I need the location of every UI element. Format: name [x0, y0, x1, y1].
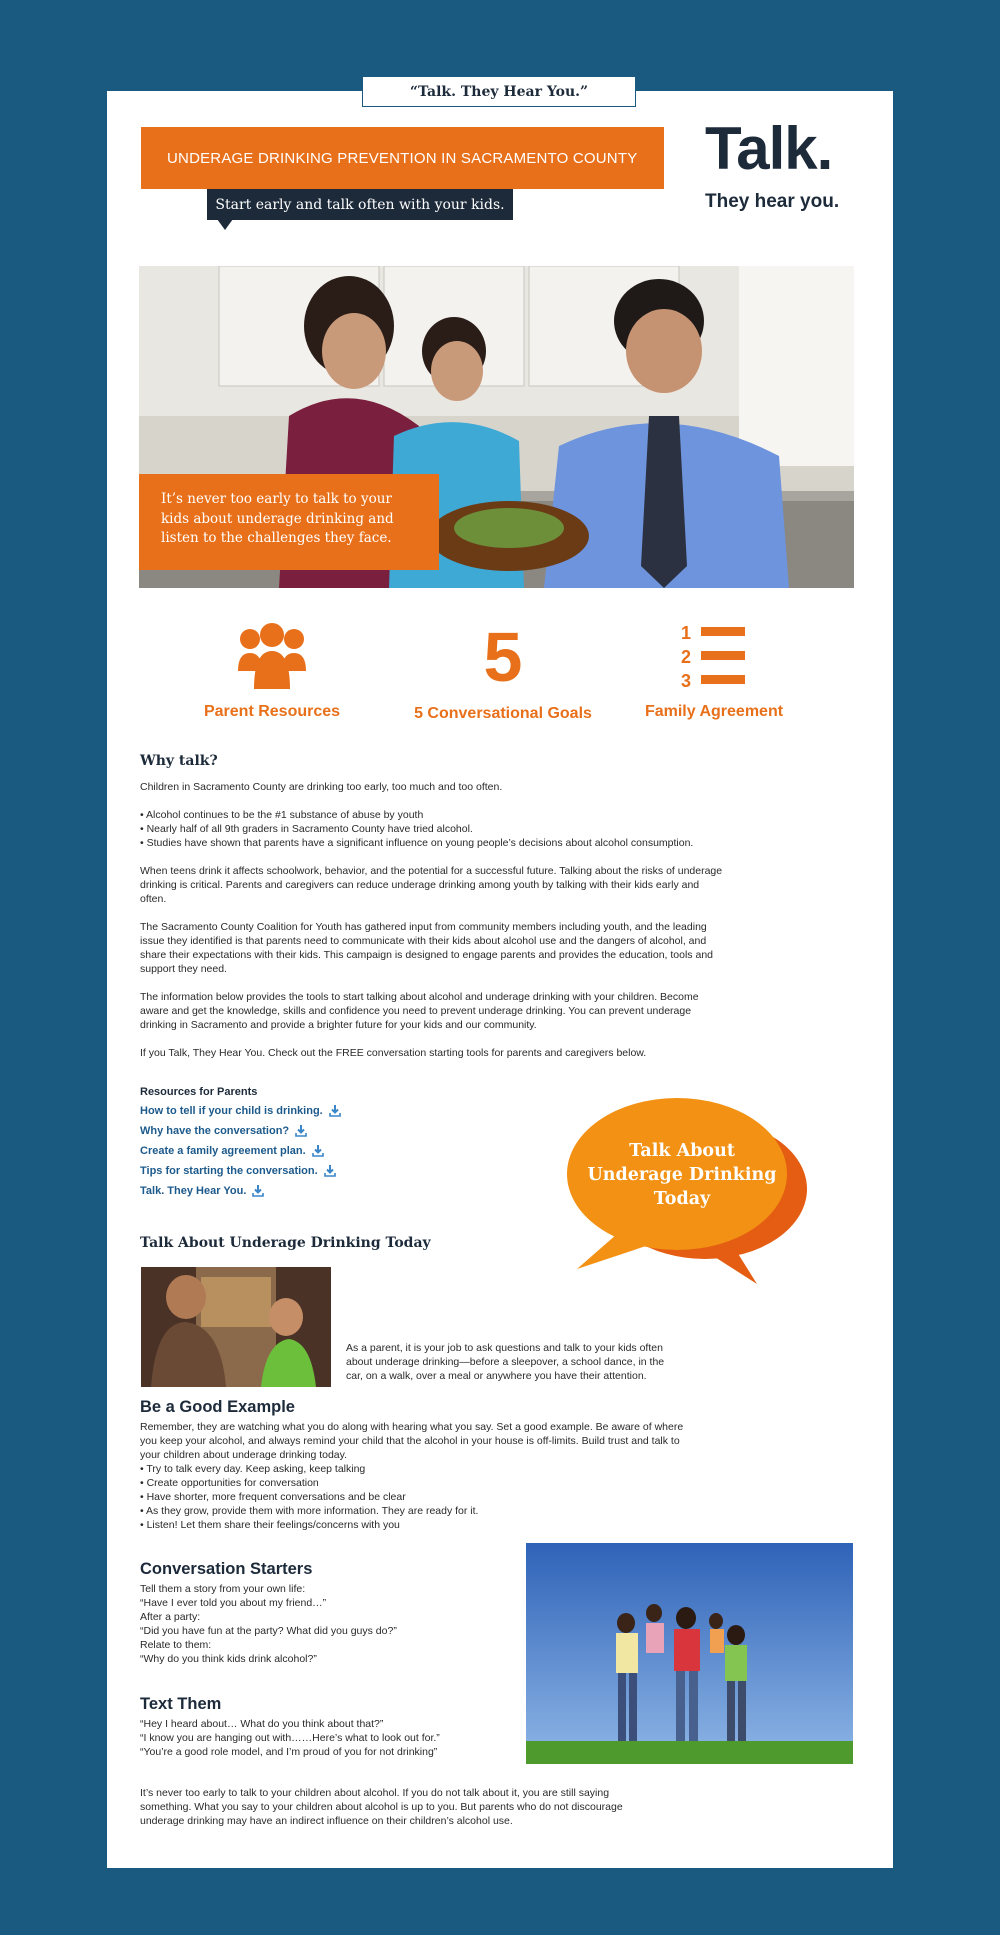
tagline: Start early and talk often with your kids. — [207, 189, 513, 220]
why-talk-paragraph: The Sacramento County Coalition for Youth has gathered input from community members including youth, and the leading issue they identified is that parents need to communicate with their kids about alcohol use and the dangers of alcohol, and share their expectations with their kids. This campaign is designed to engage parents and provides the education, tools and support they need. — [140, 921, 713, 975]
download-icon — [329, 1105, 341, 1117]
people-group-icon — [236, 621, 308, 691]
feature-label: Parent Resources — [203, 703, 341, 720]
feature-parent-resources[interactable] — [172, 621, 372, 721]
text-them-heading: Text Them — [140, 1695, 222, 1713]
text-them-line: “Hey I heard about… What do you think about that?” — [140, 1718, 384, 1730]
why-talk-heading: Why talk? — [140, 753, 218, 769]
why-talk-paragraph: The information below provides the tools to start talking about alcohol and underage drinking with your children. Become aware and get the knowledge, skills and confidence you need to prevent underage drinking. You can prevent underage drinking in Sacramento and provide a brighter future for your kids and our community. — [140, 991, 699, 1031]
kids-playing-photo — [526, 1543, 853, 1764]
starter-line: “Why do you think kids drink alcohol?” — [140, 1653, 317, 1665]
feature-label: 5 Conversational Goals — [414, 705, 592, 722]
list-item: • As they grow, provide them with more information. They are ready for it. — [140, 1505, 479, 1517]
resource-link-text: Talk. They Hear You. — [140, 1185, 247, 1197]
tagline-pointer — [217, 219, 233, 230]
text-them-section — [140, 1697, 520, 1759]
logo-talk: Talk. — [705, 115, 833, 182]
starter-line: “Did you have fun at the party? What did you guys do?” — [140, 1625, 397, 1637]
campaign-tab-label: “Talk. They Hear You.” — [362, 76, 636, 107]
why-talk-section — [140, 754, 725, 1074]
talk-today-heading: Talk About Underage Drinking Today — [140, 1235, 431, 1251]
good-example-heading: Be a Good Example — [140, 1398, 295, 1416]
why-talk-intro: Children in Sacramento County are drinking too early, too much and too often. — [140, 781, 503, 793]
text-them-line: “You’re a good role model, and I’m proud of you for not drinking” — [140, 1746, 438, 1758]
conversation-starters-section — [140, 1562, 500, 1666]
talk-today-text: As a parent, it is your job to ask questions and talk to your kids often about underage drinking—before a sleepover, a school dance, in the car, on a walk, over a meal or anywhere you have their attention. — [346, 1342, 665, 1382]
download-icon — [324, 1165, 336, 1177]
closing-paragraph: It’s never too early to talk to your children about alcohol. If you do not talk about it, you are still saying something. What you say to your children about alcohol is up to you. But parents who do not discourage underage drinking may have an indirect influence on their children’s alcohol use. — [140, 1787, 623, 1827]
number-five: 5 — [483, 618, 523, 696]
bubble-text[interactable] — [583, 1139, 781, 1211]
list-item: • Create opportunities for conversation — [140, 1477, 319, 1489]
bubble-line: Underage Drinking — [587, 1165, 777, 1185]
banner-title — [141, 127, 664, 189]
starter-line: After a party: — [140, 1611, 201, 1623]
starter-line: “Have I ever told you about my friend…” — [140, 1597, 327, 1609]
content-page — [107, 91, 893, 1868]
good-example-text: Remember, they are watching what you do along with hearing what you say. Set a good example. Be aware of where you keep your alcohol, and always remind your child that the alcohol in your house is off-limits. Build trust and talk to your children about underage drinking today. — [140, 1421, 684, 1461]
resources-title: Resources for Parents — [140, 1086, 258, 1098]
resources-for-parents — [140, 1086, 341, 1201]
resource-link-tips[interactable] — [140, 1161, 341, 1181]
resource-link-text: How to tell if your child is drinking. — [140, 1105, 323, 1117]
download-icon — [295, 1125, 307, 1137]
list-item: • Try to talk every day. Keep asking, keep talking — [140, 1463, 366, 1475]
feature-label: Family Agreement — [644, 703, 784, 720]
why-talk-paragraph: When teens drink it affects schoolwork, behavior, and the potential for a successful future. Talking about the risks of underage drinking is critical. Parents and caregivers can reduce underage drinking among youth by talking with their kids early and often. — [140, 865, 723, 905]
resource-link-text: Why have the conversation? — [140, 1125, 290, 1137]
bullet: • Studies have shown that parents have a significant influence on young people’s decisions about alcohol consumption. — [140, 837, 694, 849]
list-number-3: 3 — [681, 671, 692, 691]
resource-link-why-conversation[interactable] — [140, 1121, 341, 1141]
starter-line: Relate to them: — [140, 1639, 212, 1651]
numbered-list-icon — [679, 621, 749, 691]
starter-line: Tell them a story from your own life: — [140, 1583, 306, 1595]
logo-they-hear-you: They hear you. — [705, 191, 840, 212]
bullet: • Alcohol continues to be the #1 substance of abuse by youth — [140, 809, 424, 821]
resource-link-talk-they-hear-you[interactable] — [140, 1181, 341, 1201]
resource-link-text: Tips for starting the conversation. — [140, 1165, 318, 1177]
list-number-1: 1 — [681, 623, 692, 643]
why-talk-paragraph: If you Talk, They Hear You. Check out the FREE conversation starting tools for parents and caregivers below. — [140, 1047, 647, 1059]
parent-son-photo — [141, 1267, 331, 1387]
download-icon — [312, 1145, 324, 1157]
list-number-2: 2 — [681, 647, 692, 667]
resource-link-family-agreement[interactable] — [140, 1141, 341, 1161]
good-example-list — [140, 1462, 700, 1532]
list-item: • Listen! Let them share their feelings/concerns with you — [140, 1519, 400, 1531]
list-item: • Have shorter, more frequent conversations and be clear — [140, 1491, 406, 1503]
good-example-section — [140, 1400, 700, 1532]
resource-link-tell-if-drinking[interactable] — [140, 1101, 341, 1121]
feature-conversational-goals[interactable] — [403, 618, 603, 723]
conversation-starters-heading: Conversation Starters — [140, 1560, 313, 1578]
hero-caption: It’s never too early to talk to your kids about underage drinking and listen to the challenges they face. — [139, 474, 439, 570]
download-icon — [252, 1185, 264, 1197]
resource-link-text: Create a family agreement plan. — [140, 1145, 306, 1157]
banner-title-text: UNDERAGE DRINKING PREVENTION IN SACRAMENTO COUNTY — [167, 149, 638, 167]
bubble-line: Talk About — [629, 1141, 735, 1161]
bubble-line: Today — [653, 1189, 711, 1209]
feature-family-agreement[interactable] — [614, 621, 814, 721]
text-them-line: “I know you are hanging out with……Here’s what to look out for.” — [140, 1732, 440, 1744]
why-talk-bullets — [140, 808, 725, 850]
bullet: • Nearly half of all 9th graders in Sacramento County have tried alcohol. — [140, 823, 473, 835]
